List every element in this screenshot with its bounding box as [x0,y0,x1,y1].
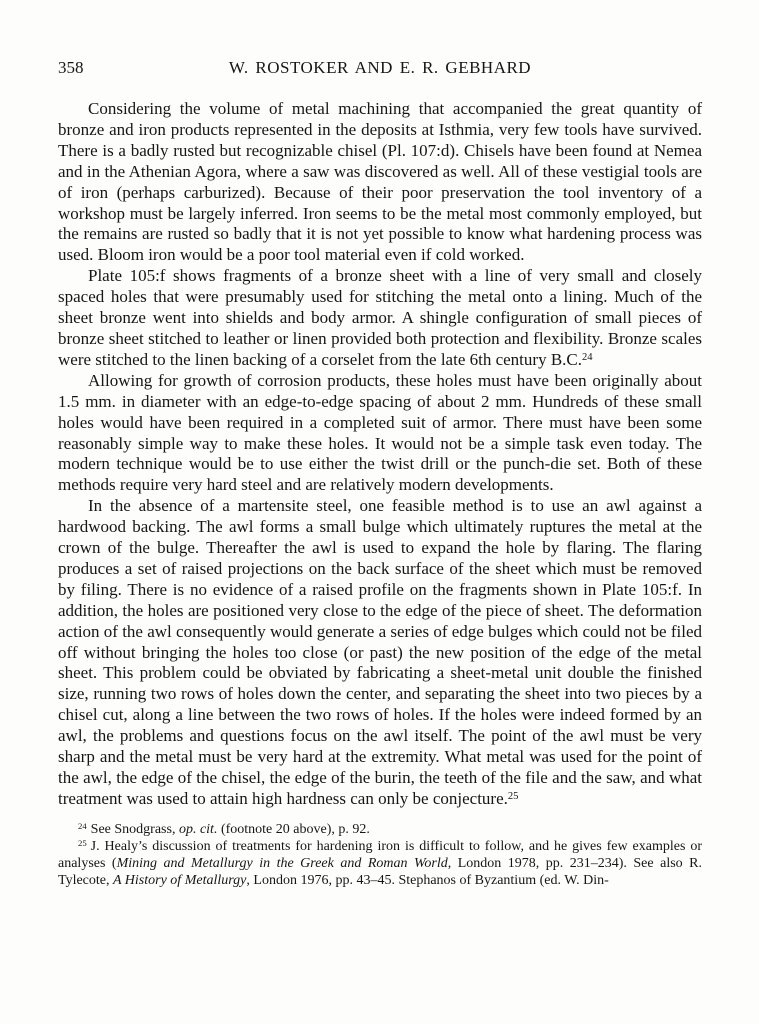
article-body [58,99,702,810]
footnote-book-title: A History of Metallurgy [113,873,247,889]
body-paragraph-1 [58,99,702,266]
paragraph-text: Considering the volume of metal machining that accompanied the great quantity of bronze and iron products represented in the deposits at Isthmia, very few tools have survived. There is a badly rusted but recognizable chisel (Pl. 107:d). Chisels have been found at Nemea and in the Athenian Agora, where a saw was discovered as well. All of these vestigial tools are of iron (perhaps carburized). Because of their poor preservation the tool inventory of a workshop must be largely inferred. Iron seems to be the metal most commonly employed, but the remains are rusted so badly that it is not yet possible to know what hardening process was used. Bloom iron would be a poor tool material even if cold worked. [58,99,702,265]
paragraph-text: In the absence of a martensite steel, one feasible method is to use an awl against a hardwood backing. The awl forms a small bulge which ultimately ruptures the metal at the crown of the bulge. Thereafter the awl is used to expand the hole by flaring. The flaring produces a set of raised projections on the back surface of the sheet which must be removed by filing. There is no evidence of a raised profile on the fragments shown in Plate 105:f. In addition, the holes are positioned very close to the edge of the piece of sheet. The deformation action of the awl consequently would generate a series of edge bulges which could not be filed off without bringing the holes too close (or past) the new position of the edge of the metal sheet. This problem could be obviated by fabricating a sheet-metal unit double the finished size, running two rows of holes down the center, and separating the sheet into two pieces by a chisel cut, along a line between the two rows of holes. If the holes were indeed formed by an awl, the problems and questions focus on the awl itself. The point of the awl must be very sharp and the metal must be very hard at the extremity. What metal was used for the point of the awl, the edge of the chisel, the edge of the burin, the teeth of the file and the saw, and what treatment was used to attain high hardness can only be conjecture. [58,496,702,808]
page-header [58,57,702,78]
footnote-text: , London 1978, pp. 231–234). See also R. Tylecote, [58,856,702,889]
footnote-marker-25: 25 [78,838,87,849]
body-paragraph-2 [58,266,702,371]
page-number: 358 [58,58,84,77]
footnote-text: See Snodgrass, [90,821,179,837]
footnote-citation-italic: op. cit. [178,821,218,837]
footnotes-section [58,821,702,890]
running-title: W. ROSTOKER AND E. R. GEBHARD [228,58,532,77]
footnote-book-title: Mining and Metallurgy in the Greek and Roman World [116,856,448,872]
footnote-25 [58,838,702,890]
footnote-text: , London 1976, pp. 43–45. Stephanos of Byzantium (ed. W. Din- [246,873,609,889]
footnote-24 [58,821,702,838]
footnote-marker-24: 24 [78,820,87,831]
footnote-text: J. Healy’s discussion of treatments for hardening iron is difficult to follow, and he gives few examples or analyses ( [58,839,702,872]
paragraph-text: Plate 105:f shows fragments of a bronze sheet with a line of very small and closely spaced holes that were presumably used for stitching the metal onto a lining. Much of the sheet bronze went into shields and body armor. A shingle configuration of small pieces of bronze sheet stitched to leather or linen provided both protection and flexibility. Bronze scales were stitched to the linen backing of a corselet from the late 6th century B.C. [58,266,702,369]
paragraph-text: Allowing for growth of corrosion products, these holes must have been originally about 1.5 mm. in diameter with an edge-to-edge spacing of about 2 mm. Hundreds of these small holes would have been required in a completed suit of armor. There must have been some reasonably simple way to make these holes. It would not be a simple task even today. The modern technique would be to use either the twist drill or the punch-die set. Both of these methods require very hard steel and are relatively modern developments. [58,370,702,495]
footnote-text: (footnote 20 above), p. 92. [217,821,370,837]
body-paragraph-3 [58,371,702,496]
footnote-ref-25: 25 [507,791,519,803]
body-paragraph-4 [58,496,702,810]
footnote-ref-24: 24 [582,352,593,364]
